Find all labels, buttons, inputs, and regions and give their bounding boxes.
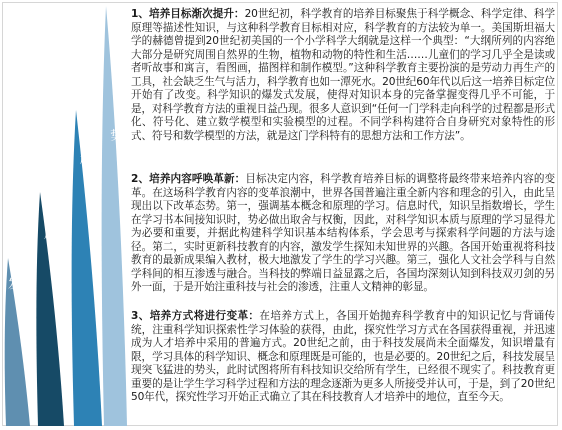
section-heading: 1、培养目标渐次提升： [131,8,245,20]
trend-arrow-3 [72,110,102,426]
section-training-goals [131,8,555,143]
trend-arrow-4 [102,6,127,426]
trend-arrow-2-label: 展 [44,227,58,242]
trend-arrow-3-label: 趋 [80,152,94,167]
section-training-methods [131,310,555,405]
section-paragraph [131,310,555,405]
trend-arrow-2 [36,192,64,426]
section-body: 20世纪初，科学教育的培养目标聚焦于科学概念、科学定律、科学原理等描述性知识，与这种科学教育目标相对应，科学教育的方法较为单一。美国斯坦福大学的赫德曾提到20世纪初美国的一个小学科学大纲就是这样一个典型：“大纲所列的内容绝大部分是研究周围自然界的生物，植物和动物的特性和生活……儿童们的学习几乎全是读或者听故事和寓言，看图画，描图样和制作模型。”这种科学教育主要扮演的是劳动力再生产的工具，社会缺乏生气与活力，科学教育也如一潭死水。20世纪60年代以后这一培养目标定位开始有了改变。科学知识的爆发式发展，使得对知识本身的完备掌握变得几乎不可能，于是，对科学教育方法的重视日益凸现。很多人意识到“任何一门学科走向科学的过程都是形式化、符号化、建立数学模型和实验模型的过程。不同学科构建符合自身研究对象特性的形式、符号和数学模型的方法，就是这门学科特有的思想方法和工作方法”。 [131,8,555,142]
section-heading: 2、培养内容呼唤革新： [131,173,246,185]
development-trend-graphic [0,0,128,430]
trend-arrow-4-shape [102,6,127,426]
trend-arrow-4-label: 势 [110,129,124,144]
section-heading: 3、培养方式将进行变革： [131,310,260,322]
section-body: 目标决定内容，科学教育培养目标的调整将最终带来培养内容的变革。在这场科学教育内容的变革浪潮中，世界各国普遍注重全新内容和理念的引入，由此呈现出以下改革态势。第一，强调基本概念和原理的学习。信息时代，知识呈指数增长，学生在学习书本间接知识时，势必做出取舍与权衡，因此，对科学知识本质与原理的学习显得尤为必要和重要，并据此构建科学知识基本结构体系，学会思考与探索科学问题的方法与途径。第二，实时更新科技教育的内容，激发学生探知未知世界的兴趣。各国开始重视将科技教育的最新成果编入教材，极大地激发了学生的学习兴趣。第三，强化人文社会学科与自然学科间的相互渗透与融合。当科技的弊端日益显露之后，各国均深刻认知到科技双刃剑的另外一面，于是开始注重科技与社会的渗透，注重人文精神的彰显。 [131,173,555,293]
trend-arrow-1 [5,258,30,426]
trend-arrow-1-label: 发 [8,277,22,292]
section-paragraph [131,173,555,295]
section-body: 在培养方式上，各国开始抛弃科学教育中的知识记忆与背诵传统，注重科学知识探索性学习体验的获得，由此，探究性学习方式在各国获得重视，并迅速成为人才培养中采用的普遍方式。20世纪之前，由于科技发展尚未全面爆发，知识增量有限，学习具体的科学知识、概念和原理既是可能的，也是必要的。20世纪之后，科技发展呈现突飞猛进的势头，此时试图将所有科技知识交给所有学生，已经很不现实了。科技教育更重要的是让学生学习科学过程和方法的理念逐渐为更多人所接受并认可，于是，到了20世纪50年代，探究性学习开始正式确立了其在科技教育人才培养中的地位，直至今天。 [131,310,555,403]
section-training-content [131,173,555,295]
section-paragraph [131,8,555,143]
